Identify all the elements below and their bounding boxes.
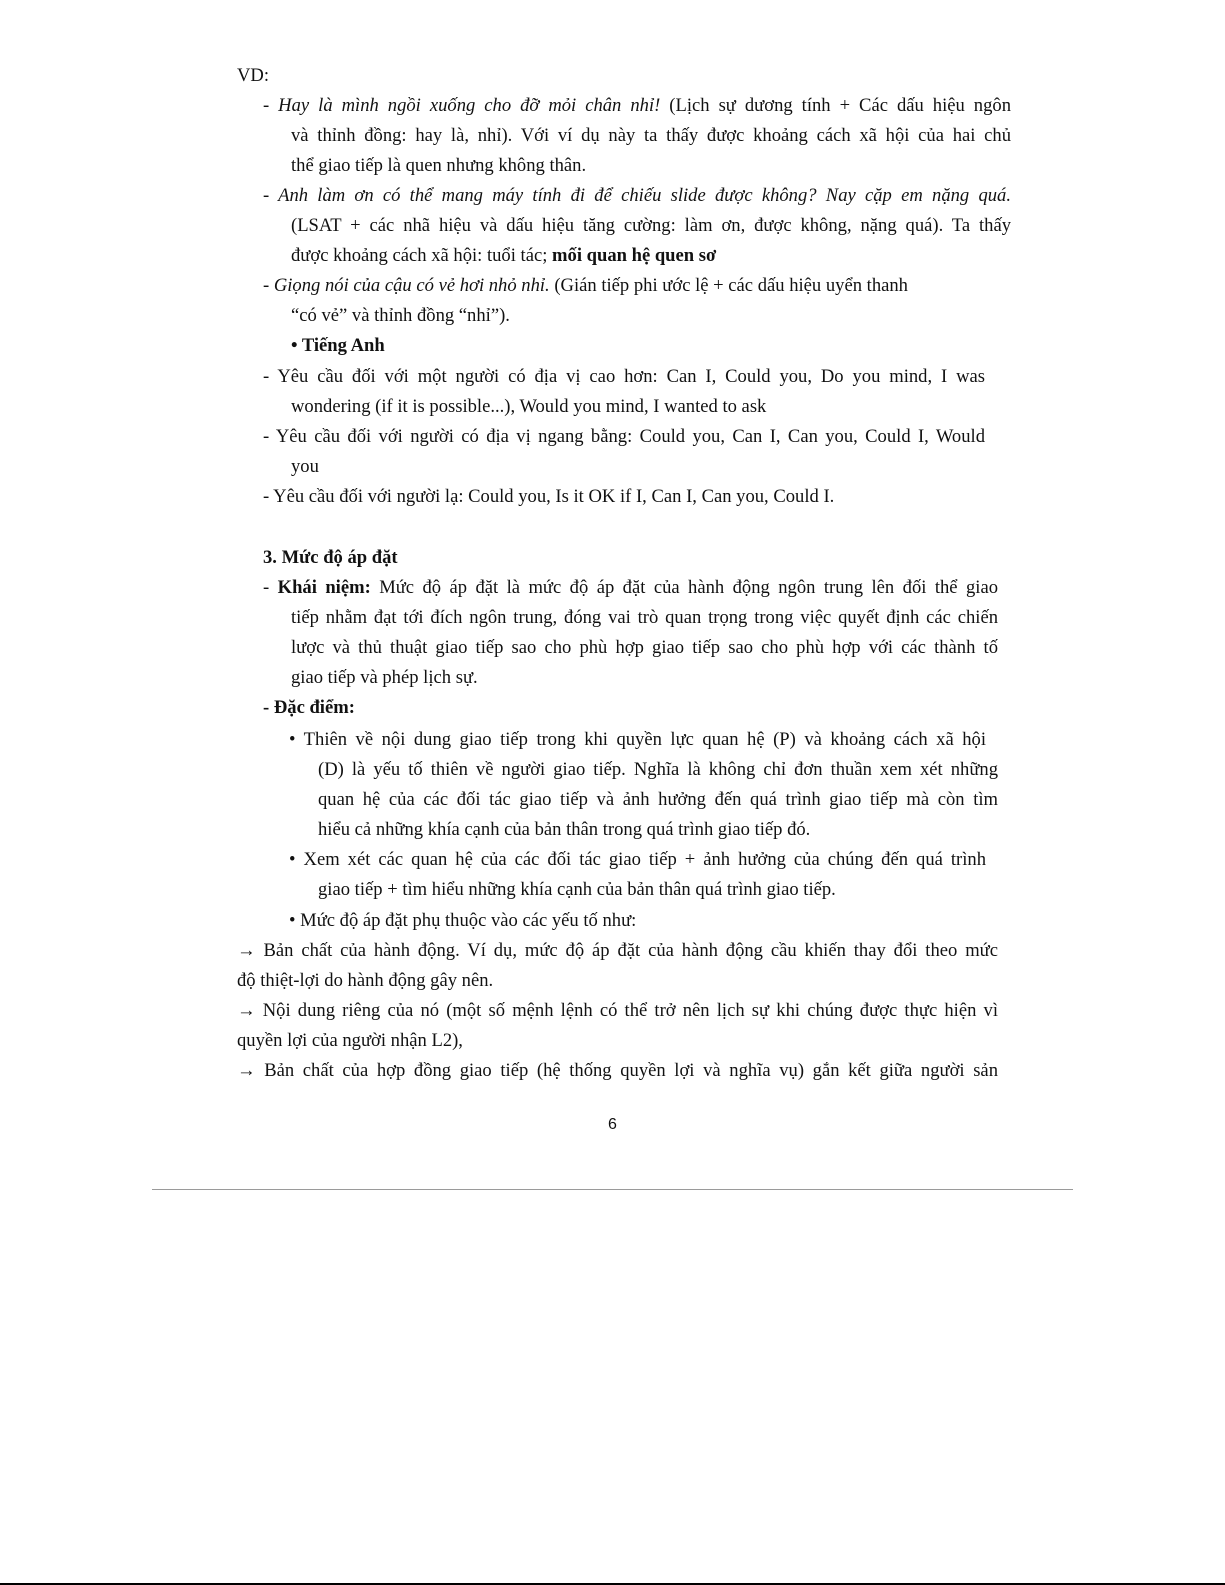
- english-item-1-line-2: wondering (if it is possible...), Would you mind, I wanted to ask: [291, 396, 767, 417]
- english-heading: • Tiếng Anh: [291, 335, 385, 356]
- concept-line-2: tiếp nhằm đạt tới đích ngôn trung, đóng vai trò quan trọng trong việc quyết định các chiến: [291, 607, 998, 628]
- features-heading: - Đặc điểm:: [263, 697, 355, 718]
- english-item-3-line-1: - Yêu cầu đối với người lạ: Could you, Is it OK if I, Can I, Can you, Could I.: [263, 486, 835, 507]
- concept-line-3: lược và thủ thuật giao tiếp sao cho phù hợp giao tiếp sao cho phù hợp với các thành tố: [291, 637, 998, 658]
- arrow-item-1-line-2: độ thiệt-lợi do hành động gây nên.: [237, 970, 494, 991]
- concept-line-1: - Khái niệm: Mức độ áp đặt là mức độ áp đặt của hành động ngôn trung lên đối thể giao: [263, 577, 998, 598]
- arrow-item-2-line-1: → Nội dung riêng của nó (một số mệnh lệnh có thể trở nên lịch sự khi chúng được thực hiện vì: [237, 1000, 998, 1021]
- concept-line-4: giao tiếp và phép lịch sự.: [291, 667, 478, 688]
- feature-bullet-1-line-2: (D) là yếu tố thiên về người giao tiếp. Nghĩa là không chỉ đơn thuần xem xét những: [318, 759, 998, 780]
- page-number: 6: [608, 1116, 617, 1133]
- section-3-heading: 3. Mức độ áp đặt: [263, 547, 398, 568]
- arrow-item-1-line-1: → Bản chất của hành động. Ví dụ, mức độ áp đặt của hành động cầu khiến thay đổi theo mức: [237, 940, 998, 961]
- page-separator: [152, 1189, 1073, 1190]
- english-item-2-line-1: - Yêu cầu đối với người có địa vị ngang bằng: Could you, Can I, Can you, Could I, Would: [263, 426, 985, 447]
- example-3-line-2: “có vẻ” và thỉnh đồng “nhỉ”).: [291, 305, 510, 326]
- feature-bullet-1-line-3: quan hệ của các đối tác giao tiếp và ảnh hưởng đến quá trình giao tiếp mà còn tìm: [318, 789, 998, 810]
- example-label: VD:: [237, 65, 270, 86]
- arrow-item-3-line-1: → Bản chất của hợp đồng giao tiếp (hệ thống quyền lợi và nghĩa vụ) gắn kết giữa người sản: [237, 1060, 998, 1081]
- example-3-line-1: - Giọng nói của cậu có vẻ hơi nhỏ nhỉ. (Gián tiếp phi ước lệ + các dấu hiệu uyển thanh: [263, 275, 908, 296]
- english-item-2-line-2: you: [291, 456, 319, 477]
- example-1-line-1: - Hay là mình ngồi xuống cho đỡ mỏi chân nhỉ! (Lịch sự dương tính + Các dấu hiệu ngôn: [263, 95, 1011, 116]
- example-1-line-2: và thỉnh đồng: hay là, nhỉ). Với ví dụ này ta thấy được khoảng cách xã hội của hai chủ: [291, 125, 1011, 146]
- example-2-line-1: - Anh làm ơn có thể mang máy tính đi để chiếu slide được không? Nay cặp em nặng quá.: [263, 185, 1011, 206]
- example-2-line-2: (LSAT + các nhã hiệu và dấu hiệu tăng cường: làm ơn, được không, nặng quá). Ta thấy: [291, 215, 1011, 236]
- arrow-item-2-line-2: quyền lợi của người nhận L2),: [237, 1030, 463, 1051]
- feature-bullet-1-line-1: • Thiên về nội dung giao tiếp trong khi quyền lực quan hệ (P) và khoảng cách xã hội: [289, 729, 986, 750]
- feature-bullet-3-line-1: • Mức độ áp đặt phụ thuộc vào các yếu tố như:: [289, 910, 637, 931]
- feature-bullet-1-line-4: hiểu cả những khía cạnh của bản thân trong quá trình giao tiếp đó.: [318, 819, 811, 840]
- example-2-line-3: được khoảng cách xã hội: tuổi tác; mối quan hệ quen sơ: [291, 245, 717, 266]
- feature-bullet-2-line-1: • Xem xét các quan hệ của các đối tác giao tiếp + ảnh hưởng của chúng đến quá trình: [289, 849, 986, 870]
- feature-bullet-2-line-2: giao tiếp + tìm hiểu những khía cạnh của bản thân quá trình giao tiếp.: [318, 879, 836, 900]
- example-1-line-3: thể giao tiếp là quen nhưng không thân.: [291, 155, 587, 176]
- english-item-1-line-1: - Yêu cầu đối với một người có địa vị cao hơn: Can I, Could you, Do you mind, I was: [263, 366, 985, 387]
